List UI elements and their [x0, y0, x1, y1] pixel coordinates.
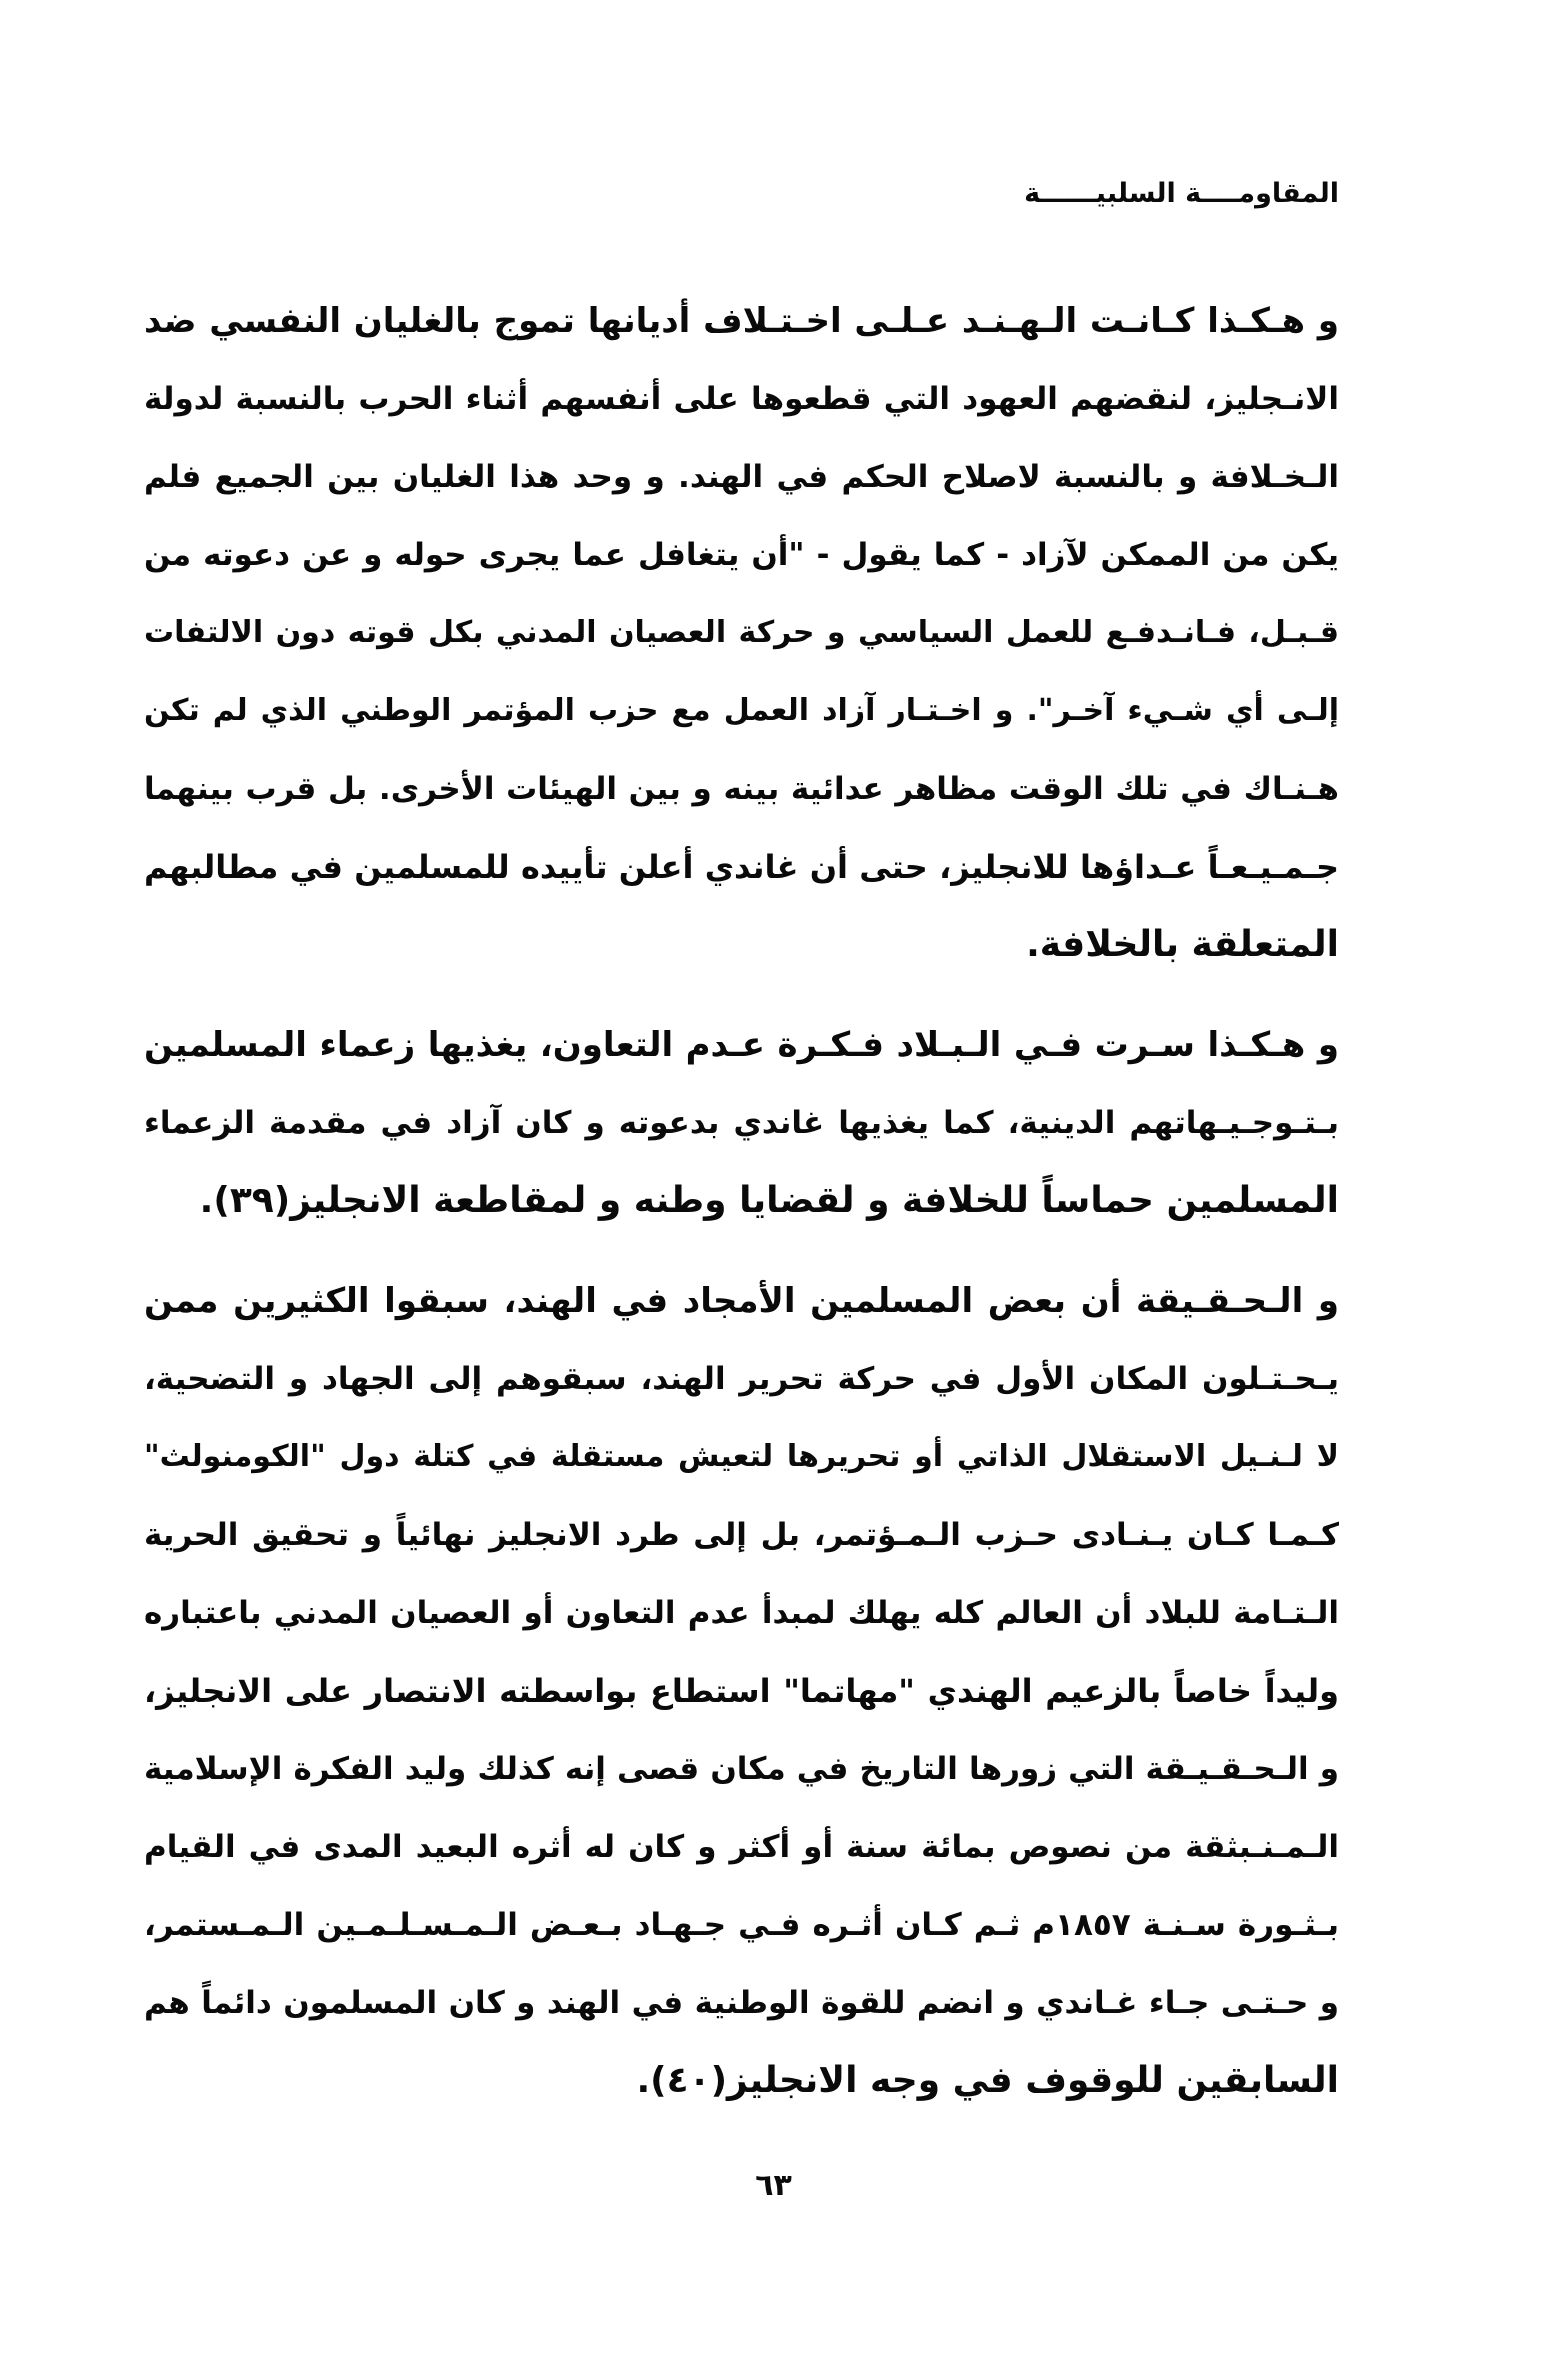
text-line: المسلمين حماساً للخلافة و لقضايا وطنه و لمقاطعة الانجليز(٣٩). [199, 1180, 1339, 1221]
text-line: و هـكـذا سـرت فـي الـبـلاد فـكـرة عـدم التعاون، يغذيها زعماء المسلمين [144, 1025, 1339, 1065]
text-line: يـحـتـلون المكان الأول في حركة تحرير الهند، سبقوهم إلى الجهاد و التضحية، [144, 1361, 1339, 1397]
text-line: الـخـلافة و بالنسبة لاصلاح الحكم في الهند. و وحد هذا الغليان بين الجميع فلم [144, 459, 1339, 495]
text-line: و حـتـى جـاء غـاندي و انضم للقوة الوطنية في الهند و كان المسلمون دائماً هم [144, 1985, 1339, 2021]
body-text [144, 282, 1339, 2120]
page-number: ٦٣ [755, 2168, 792, 2203]
text-line: الانـجليز، لنقضهم العهود التي قطعوها على أنفسهم أثناء الحرب بالنسبة لدولة [144, 381, 1339, 417]
paragraph-spacer [144, 984, 1339, 1006]
text-line: و هـكـذا كـانـت الـهـنـد عـلـى اخـتـلاف أديانها تموج بالغليان النفسي ضد [144, 301, 1339, 341]
text-line: الـتـامة للبلاد أن العالم كله يهلك لمبدأ عدم التعاون أو العصيان المدني باعتباره [144, 1595, 1339, 1631]
text-line: و الـحـقـيـقة التي زورها التاريخ في مكان قصى إنه كذلك وليد الفكرة الإسلامية [144, 1751, 1339, 1787]
paragraph-1 [144, 282, 1339, 984]
text-line: السابقين للوقوف في وجه الانجليز(٤٠). [636, 2060, 1339, 2101]
text-line: جـمـيـعـاً عـداؤها للانجليز، حتى أن غاندي أعلن تأييده للمسلمين في مطالبهم [144, 848, 1339, 886]
text-line: هـنـاك في تلك الوقت مظاهر عدائية بينه و بين الهيئات الأخرى. بل قرب بينهما [144, 771, 1339, 807]
paragraph-spacer [144, 1240, 1339, 1262]
text-line: بـثـورة سـنـة ١٨٥٧م ثـم كـان أثـره فـي جـهـاد بـعـض الـمـسـلـمـين الـمـستمر، [144, 1907, 1339, 1943]
running-header: المقاومــــة السلبيــــــة [1024, 178, 1339, 209]
text-line: كـمـا كـان يـنـادى حـزب الـمـؤتمر، بل إلى طرد الانجليز نهائياً و تحقيق الحرية [144, 1517, 1339, 1553]
text-line: وليداً خاصاً بالزعيم الهندي "مهاتما" استطاع بواسطته الانتصار على الانجليز، [144, 1672, 1339, 1710]
text-line: بـتـوجـيـهاتهم الدينية، كما يغذيها غاندي بدعوته و كان آزاد في مقدمة الزعماء [144, 1105, 1339, 1141]
text-line: يكن من الممكن لآزاد - كما يقول - "أن يتغافل عما يجرى حوله و عن دعوته من [144, 537, 1339, 573]
text-line: الـمـنـبثقة من نصوص بمائة سنة أو أكثر و كان له أثره البعيد المدى في القيام [144, 1829, 1339, 1865]
text-line: و الـحـقـيقة أن بعض المسلمين الأمجاد في الهند، سبقوا الكثيرين ممن [144, 1281, 1339, 1321]
text-line: إلـى أي شـيء آخـر". و اخـتـار آزاد العمل مع حزب المؤتمر الوطني الذي لم تكن [144, 693, 1339, 728]
paragraph-2 [144, 1006, 1339, 1240]
text-line: قـبـل، فـانـدفـع للعمل السياسي و حركة العصيان المدني بكل قوته دون الالتفات [144, 615, 1339, 650]
text-line: لا لـنـيل الاستقلال الذاتي أو تحريرها لتعيش مستقلة في كتلة دول "الكومنولث" [144, 1439, 1339, 1474]
paragraph-3 [144, 1262, 1339, 2120]
text-line: المتعلقة بالخلافة. [1026, 924, 1339, 965]
